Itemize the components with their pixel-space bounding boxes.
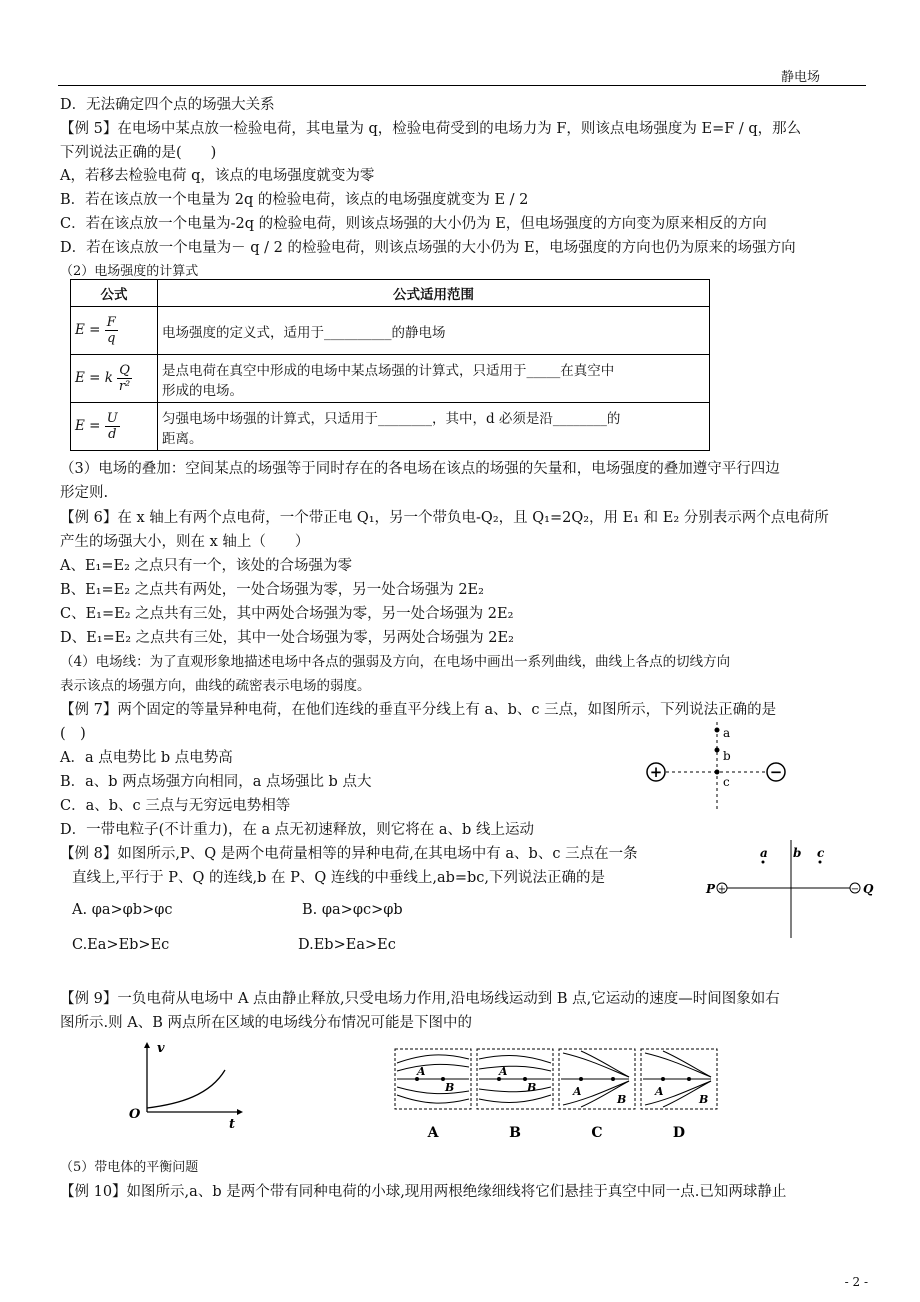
text-line: （3）电场的叠加：空间某点的场强等于同时存在的各电场在该点的场强的矢量和，电场强度的叠加遵守平行四边 [60,461,780,477]
text-line: 直线上,平行于 P、Q 的连线,b 在 P、Q 连线的中垂线上,ab=bc,下列说法正确的是 [72,870,606,886]
figure-ex7 [640,722,800,812]
text-line: （5）带电体的平衡问题 [60,1160,199,1175]
formula-table [70,279,710,451]
text-line: 下列说法正确的是( ) [60,145,217,161]
text-line: D．一带电粒子(不计重力)，在 a 点无初速释放，则它将在 a、b 线上运动 [60,822,534,838]
text-line: 表示该点的场强方向，曲线的疏密表示电场的弱度。 [60,678,371,694]
svg-text:+: + [649,763,663,781]
page-number: - 2 - [844,1275,868,1289]
svg-text:A: A [655,1085,664,1098]
ex8-option-d: D.Eb>Ea>Ec [298,937,396,953]
text-line: （4）电场线：为了直观形象地描述电场中各点的强弱及方向，在电场中画出一系列曲线，曲线上各点的切线方向 [60,654,731,670]
figure-ex8 [700,840,880,940]
svg-text:B: B [699,1093,709,1106]
svg-text:A: A [573,1085,582,1098]
svg-text:v: v [157,1041,165,1056]
svg-text:A: A [427,1125,439,1141]
svg-text:O: O [129,1107,141,1122]
ex8-option-b: B. φa>φc>φb [302,902,403,918]
text-line: C．若在该点放一个电量为-2q 的检验电荷，则该点场强的大小仍为 E，但电场强度的方向变为原来相反的方向 [60,216,767,232]
formula-cell: E = $\frac{U}{d}$ [71,403,158,451]
text-line: 【例 6】在 x 轴上有两个点电荷，一个带正电 Q₁，另一个带负电-Q₂，且 Q₁=2Q₂，用 E₁ 和 E₂ 分别表示两个点电荷所 [60,510,829,526]
svg-text:c: c [723,775,730,789]
svg-text:+: + [717,884,727,895]
text-line: 产生的场强大小，则在 x 轴上（ ） [60,534,310,550]
text-line: 【例 8】如图所示,P、Q 是两个电荷量相等的异种电荷,在其电场中有 a、b、c 三点在一条 [60,846,638,862]
svg-text:b: b [793,846,802,860]
svg-text:B: B [445,1081,455,1094]
text-line: D、E₁=E₂ 之点共有三处，其中一处合场强为零，另两处合场强为 2E₂ [60,630,514,646]
figure-ex9-vt-graph [125,1040,255,1130]
table-header: 公式 [71,280,158,307]
text-line: B、E₁=E₂ 之点共有两处，一处合场强为零，另一处合场强为 2E₂ [60,582,484,598]
svg-text:B: B [509,1125,521,1141]
svg-text:A: A [499,1065,508,1078]
svg-text:−: − [850,884,860,895]
svg-text:c: c [817,846,825,860]
text-line: 【例 5】在电场中某点放一检验电荷，其电量为 q，检验电荷受到的电场力为 F，则该点电场强度为 E=F / q，那么 [60,121,802,137]
text-line: 【例 10】如图所示,a、b 是两个带有同种电荷的小球,现用两根绝缘细线将它们悬挂于真空中同一点.已知两球静止 [60,1184,787,1200]
svg-text:B: B [617,1093,627,1106]
text-line: A、E₁=E₂ 之点只有一个，该处的合场强为零 [60,558,353,574]
svg-text:−: − [769,763,783,781]
text-line: D．无法确定四个点的场强大关系 [60,97,275,113]
svg-text:a: a [760,846,768,860]
svg-text:P: P [706,882,716,896]
text-line: 图所示.则 A、B 两点所在区域的电场线分布情况可能是下图中的 [60,1015,472,1031]
ex8-option-a: A. φa>φb>φc [72,902,173,918]
ex8-option-c: C.Ea>Eb>Ec [72,937,170,953]
svg-text:a: a [723,726,731,740]
svg-text:B: B [527,1081,537,1094]
text-line: 【例 9】一负电荷从电场中 A 点由静止释放,只受电场力作用,沿电场线运动到 B 点,它运动的速度—时间图象如右 [60,991,780,1007]
text-line: C、E₁=E₂ 之点共有三处，其中两处合场强为零，另一处合场强为 2E₂ [60,606,514,622]
text-line: 形定则. [60,485,109,501]
text-line: B．若在该点放一个电量为 2q 的检验电荷，该点的电场强度就变为 E / 2 [60,192,529,208]
svg-text:A: A [417,1065,426,1078]
header-rule [58,85,866,86]
table-cell: 匀强电场中场强的计算式，只适用于________，其中，d 必须是沿________的 距离。 [158,403,710,451]
text-line: 【例 7】两个固定的等量异种电荷，在他们连线的垂直平分线上有 a、b、c 三点，如图所示，下列说法正确的是 [60,702,777,718]
table-header: 公式适用范围 [158,280,710,307]
text-line: ( ) [60,726,86,742]
formula-cell: E = $\frac{F}{q}$ [71,307,158,355]
text-line: （2）电场强度的计算式 [60,264,199,279]
svg-text:C: C [591,1125,603,1141]
svg-text:Q: Q [863,882,874,896]
table-cell: 电场强度的定义式，适用于__________的静电场 [158,307,710,355]
svg-text:b: b [723,749,731,763]
header-title: 静电场 [780,70,820,85]
svg-text:t: t [229,1117,236,1132]
text-line: A．a 点电势比 b 点电势高 [60,750,233,766]
text-line: D．若在该点放一个电量为－ q / 2 的检验电荷，则该点场强的大小仍为 E，电场强度的方向也仍为原来的场强方向 [60,240,796,256]
svg-text:D: D [672,1125,686,1141]
table-cell: 是点电荷在真空中形成的电场中某点场强的计算式，只适用于_____在真空中 形成的电场。 [158,355,710,403]
text-line: B．a、b 两点场强方向相同，a 点场强比 b 点大 [60,774,372,790]
text-line: C．a、b、c 三点与无穷远电势相等 [60,798,291,814]
formula-cell: E = k $\frac{Q}{\text{r²}}$ [71,355,158,403]
figure-ex9-panels [393,1047,733,1157]
text-line: A，若移去检验电荷 q，该点的电场强度就变为零 [60,168,375,184]
